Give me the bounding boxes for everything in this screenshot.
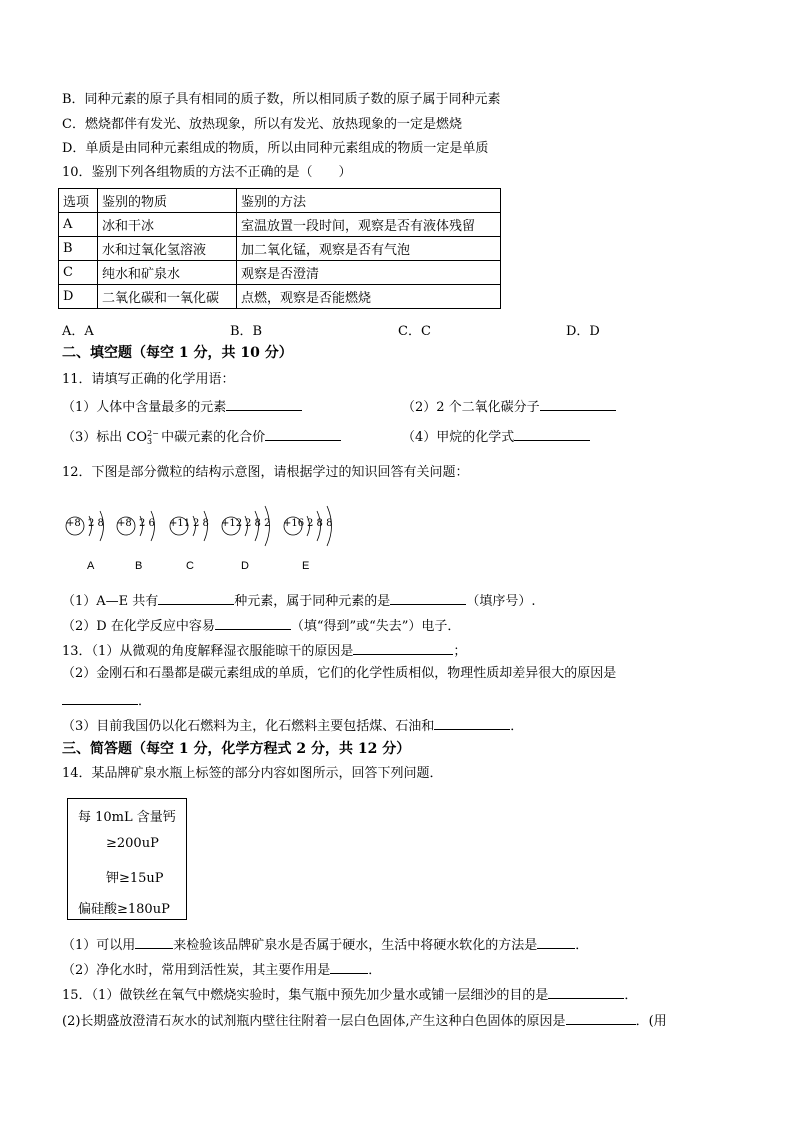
answer-blank <box>537 936 575 949</box>
q12-part2-text-b: （填“得到”或“失去”）电子． <box>290 619 461 634</box>
answer-blank <box>434 717 510 730</box>
question-12-stem: 12．下图是部分微粒的结构示意图，请根据学过的知识回答有关问题： <box>62 465 469 480</box>
q11-part4-text: （4）甲烷的化学式 <box>402 430 515 445</box>
answer-blank <box>215 617 291 630</box>
q11-part2 <box>402 398 616 416</box>
table-cell: 观察是否澄清 <box>237 261 501 285</box>
atom-a-shells: 2 8 <box>88 518 104 529</box>
q11-part3-text-a: （3）标出 CO <box>62 430 148 445</box>
q14-part2-end: ． <box>368 963 382 978</box>
q15-part2-text: (2)长期盛放澄清石灰水的试剂瓶内壁往往附着一层白色固体,产生这种白色固体的原因是 <box>62 1014 566 1029</box>
q13-part2-end: ． <box>138 694 152 709</box>
table-cell: B <box>59 237 98 261</box>
q14-part2-text: （2）净化水时，常用到活性炭，其主要作用是 <box>62 963 331 978</box>
q15-part1-text: 15．（1）做铁丝在氧气中燃烧实验时，集气瓶中预先加少量水或铺一层细沙的目的是 <box>62 988 549 1003</box>
choice-a: A．A <box>62 324 94 339</box>
table-header: 选项 <box>59 189 98 213</box>
atom-label-b: B <box>135 560 143 572</box>
q14-part1-end: ． <box>575 938 589 953</box>
atom-b-shells: 2 6 <box>139 518 155 529</box>
q14-part1-text-a: （1）可以用 <box>62 938 136 953</box>
q15-part2 <box>62 1012 667 1030</box>
q11-part3 <box>62 428 341 446</box>
mineral-water-label <box>67 798 187 920</box>
q12-part2-text-a: （2）D 在化学反应中容易 <box>62 619 215 634</box>
q13-part2: （2）金刚石和石墨都是碳元素组成的单质，它们的化学性质相似，物理性质却差异很大的原因是 <box>62 666 617 681</box>
subscript: 3 <box>147 436 153 446</box>
q11-part2-text: （2）2 个二氧化碳分子 <box>402 400 540 415</box>
answer-blank <box>226 398 302 411</box>
choice-c: C．C <box>398 324 431 339</box>
q13-part1-end: ； <box>453 644 467 659</box>
q11-part3-text-b: 中碳元素的化合价 <box>157 430 266 445</box>
table-cell: 冰和干冰 <box>98 213 237 237</box>
option-c-line: C．燃烧都伴有发光、放热现象，所以有发光、放热现象的一定是燃烧 <box>62 117 462 132</box>
answer-blank <box>566 1012 636 1025</box>
q11-part1 <box>62 398 302 416</box>
answer-blank <box>330 961 368 974</box>
answer-blank <box>158 592 234 605</box>
table-cell: 加二氧化锰，观察是否有气泡 <box>237 237 501 261</box>
answer-blank <box>265 428 341 441</box>
answer-blank <box>62 692 138 705</box>
atom-d-shells: 2 8 2 <box>245 518 271 529</box>
atom-c-shells: 2 8 <box>193 518 209 529</box>
answer-blank <box>135 936 173 949</box>
table-cell: 室温放置一段时间，观察是否有液体残留 <box>237 213 501 237</box>
q13-part3-text: （3）目前我国仍以化石燃料为主，化石燃料主要包括煤、石油和 <box>62 719 435 734</box>
table-cell: 二氧化碳和一氧化碳 <box>98 285 237 309</box>
q12-part1 <box>62 592 535 610</box>
atom-e-shells: 2 8 8 <box>307 518 333 529</box>
table-header-row <box>59 189 501 213</box>
section-2-heading: 二、填空题（每空 1 分，共 10 分） <box>62 345 293 361</box>
q13-part1 <box>62 642 466 660</box>
atom-label-c: C <box>186 560 194 572</box>
q12-part1-text-b: 种元素，属于同种元素的是 <box>234 594 391 609</box>
answer-blank <box>548 986 624 999</box>
q15-part1-end: ． <box>624 988 638 1003</box>
q13-part2-answer <box>62 692 151 710</box>
atom-d-nucleus: +12 <box>221 518 243 529</box>
q12-part2 <box>62 617 460 635</box>
atom-c-nucleus: +11 <box>169 518 191 529</box>
table-row <box>59 237 501 261</box>
question-14-stem: 14．某品牌矿泉水瓶上标签的部分内容如图所示，回答下列问题． <box>62 766 443 781</box>
atom-a-nucleus: +8 <box>66 518 81 529</box>
table-cell: 点燃，观察是否能燃烧 <box>237 285 501 309</box>
option-d-line: D．单质是由同种元素组成的物质，所以由同种元素组成的物质一定是单质 <box>62 141 489 156</box>
identification-table <box>58 188 501 309</box>
question-11-stem: 11．请填写正确的化学用语： <box>62 372 235 387</box>
atom-e-nucleus: +16 <box>283 518 305 529</box>
label-line: 偏硅酸≥180uP <box>78 902 170 917</box>
q12-part1-text-a: （1）A—E 共有 <box>62 594 159 609</box>
answer-blank <box>390 592 466 605</box>
choice-d: D．D <box>566 324 600 339</box>
q12-part1-text-c: （填序号）. <box>466 594 536 609</box>
table-row <box>59 213 501 237</box>
table-row <box>59 261 501 285</box>
table-cell: D <box>59 285 98 309</box>
section-3-heading: 三、简答题（每空 1 分，化学方程式 2 分，共 12 分） <box>62 741 411 757</box>
choice-b: B．B <box>230 324 263 339</box>
table-cell: A <box>59 213 98 237</box>
q11-part4 <box>402 428 590 446</box>
table-cell: C <box>59 261 98 285</box>
table-cell: 纯水和矿泉水 <box>98 261 237 285</box>
table-header: 鉴别的方法 <box>237 189 501 213</box>
q11-part1-text: （1）人体中含量最多的元素 <box>62 400 227 415</box>
q13-part1-text: 13．（1）从微观的角度解释湿衣服能晾干的原因是 <box>62 644 354 659</box>
q13-part3 <box>62 717 523 735</box>
atom-label-d: D <box>241 560 249 572</box>
table-header: 鉴别的物质 <box>98 189 237 213</box>
table-cell: 水和过氧化氢溶液 <box>98 237 237 261</box>
label-line: ≥200uP <box>106 836 159 851</box>
q14-part2 <box>62 961 381 979</box>
label-line: 每 10mL 含量钙 <box>78 810 176 825</box>
q13-part3-end: ． <box>510 719 524 734</box>
atom-b-nucleus: +8 <box>117 518 132 529</box>
q14-part1-text-b: 来检验该品牌矿泉水是否属于硬水，生活中将硬水软化的方法是 <box>173 938 538 953</box>
atom-label-a: A <box>87 560 95 572</box>
option-b-line: B．同种元素的原子具有相同的质子数，所以相同质子数的原子属于同种元素 <box>62 92 501 107</box>
atom-label-e: E <box>302 560 310 572</box>
table-row <box>59 285 501 309</box>
label-line: 钾≥15uP <box>106 871 164 886</box>
q15-part1 <box>62 986 637 1004</box>
q15-part2-end: ．(用 <box>635 1014 667 1029</box>
q14-part1 <box>62 936 588 954</box>
charge-superscript: 2− <box>147 428 159 438</box>
answer-blank <box>514 428 590 441</box>
answer-blank <box>353 642 453 655</box>
answer-blank <box>540 398 616 411</box>
question-10-stem: 10．鉴别下列各组物质的方法不正确的是（ ） <box>62 165 352 180</box>
